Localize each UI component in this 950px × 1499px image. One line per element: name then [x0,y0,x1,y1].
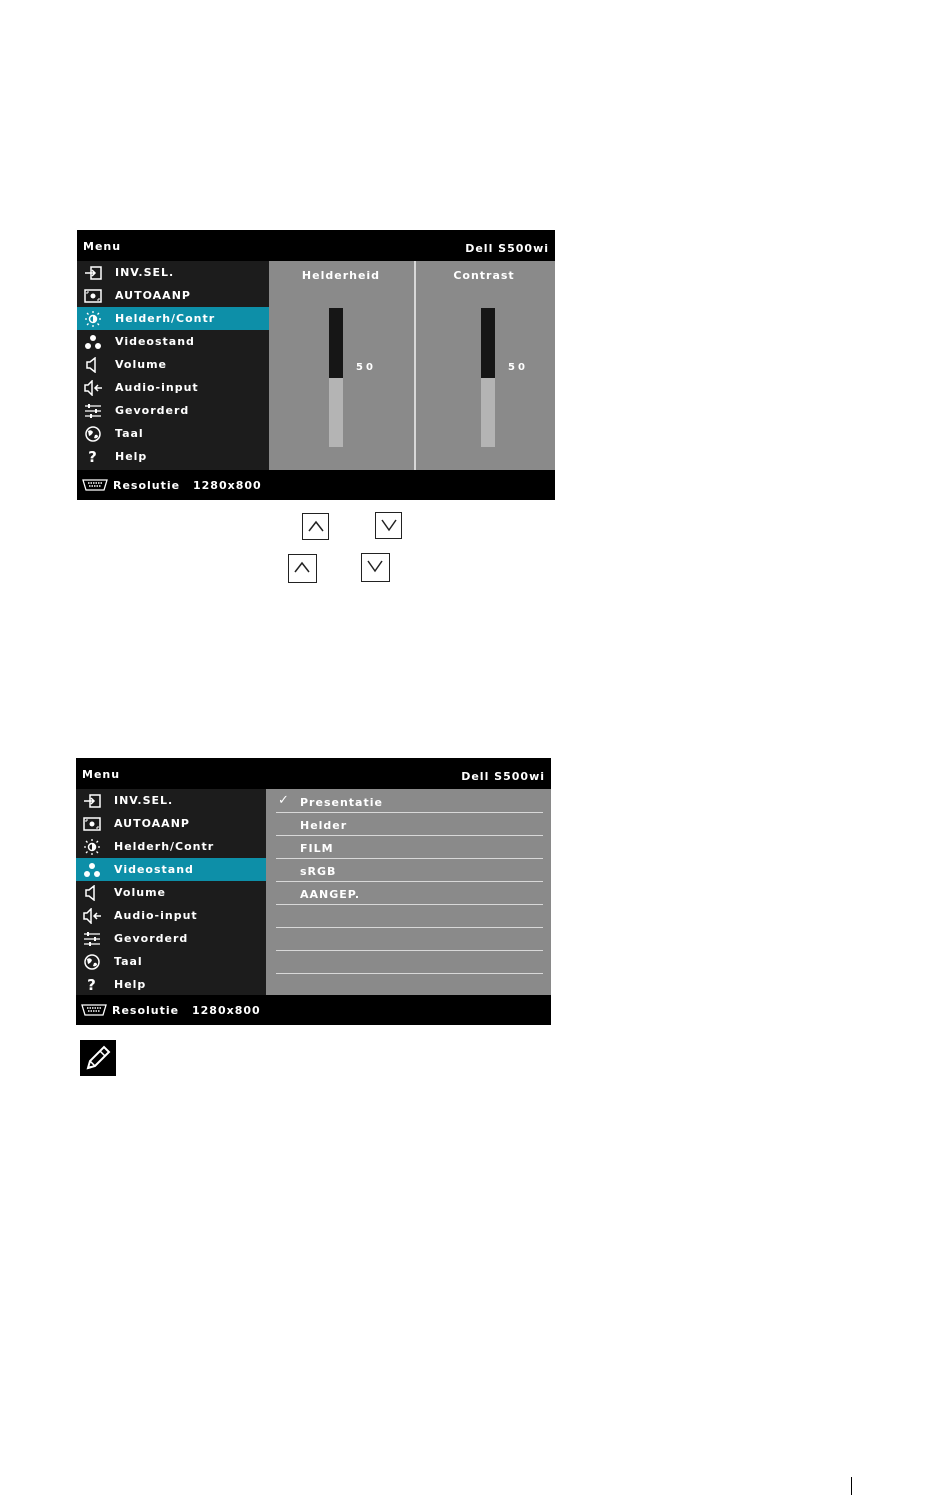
menu-item-audio-input[interactable] [76,904,266,927]
input-source-icon [82,793,102,809]
osd-footer [76,995,551,1025]
mode-option-empty [276,928,543,951]
auto-adjust-icon [83,288,103,304]
menu-item-label: Taal [114,955,143,968]
input-source-icon [83,265,103,281]
menu-item-label: Gevorderd [115,404,190,417]
mode-option-custom[interactable] [276,882,543,905]
menu-item-help[interactable] [77,445,269,468]
osd-video-mode [76,758,551,1025]
menu-item-label: Helderh/Contr [115,312,216,325]
brightness-label: Helderheid [301,269,381,282]
contrast-label: Contrast [453,269,515,282]
menu-item-advanced[interactable] [77,399,269,422]
menu-item-label: Volume [114,886,166,899]
osd-title: Menu [82,768,121,781]
help-icon: ? [88,447,98,466]
menu-item-volume[interactable] [76,881,266,904]
language-globe-icon [82,954,102,970]
resolution-value: 1280x800 [192,1004,261,1017]
osd-footer [77,470,555,500]
volume-icon [83,357,103,373]
brightness-slider[interactable] [329,308,343,447]
auto-adjust-icon [82,816,102,832]
advanced-settings-icon [82,931,102,947]
menu-item-label: INV.SEL. [114,794,174,807]
menu-item-advanced[interactable] [76,927,266,950]
checkmark-icon: ✓ [278,793,290,808]
note-pencil-icon [80,1040,116,1076]
menu-item-label: INV.SEL. [115,266,175,279]
audio-input-icon [83,380,103,396]
menu-item-audio-input[interactable] [77,376,269,399]
language-globe-icon [83,426,103,442]
audio-input-icon [82,908,102,924]
menu-item-label: Taal [115,427,144,440]
menu-item-help[interactable] [76,973,266,996]
menu-item-label: AUTOAANP [115,289,191,302]
mode-option-label: Presentatie [300,796,383,809]
contrast-value: 50 [508,362,528,373]
advanced-settings-icon [83,403,103,419]
osd-sidebar [76,789,266,995]
down-arrow-button[interactable] [375,512,402,539]
menu-item-label: Audio-input [114,909,198,922]
menu-item-label: Videostand [115,335,195,348]
resolution-label: Resolutie [112,1004,180,1017]
menu-item-brightness-contrast[interactable] [77,307,269,330]
mode-option-srgb[interactable] [276,859,543,882]
mode-option-label: FILM [300,842,334,855]
vga-connector-icon [81,479,109,494]
menu-item-label: Volume [115,358,167,371]
osd-title: Menu [83,240,122,253]
menu-item-video-mode[interactable] [76,858,266,881]
up-arrow-icon [293,560,311,574]
vga-connector-icon [80,1004,108,1019]
mode-option-label: sRGB [300,865,337,878]
brightness-panel [269,261,414,470]
osd-brightness-contrast [77,230,555,500]
brightness-icon [83,311,103,327]
menu-item-language[interactable] [76,950,266,973]
video-mode-icon [82,862,102,878]
menu-item-label: Audio-input [115,381,199,394]
contrast-slider-fill [481,308,495,378]
up-arrow-button[interactable] [288,554,317,583]
menu-item-video-mode[interactable] [77,330,269,353]
contrast-slider[interactable] [481,308,495,447]
down-arrow-button[interactable] [361,553,390,582]
volume-icon [82,885,102,901]
osd-model: Dell S500wi [461,770,545,783]
menu-item-label: AUTOAANP [114,817,190,830]
menu-item-input-select[interactable] [77,261,269,284]
up-arrow-icon [307,519,325,533]
mode-option-empty [276,905,543,928]
help-icon: ? [87,975,97,994]
mode-option-empty [276,951,543,974]
down-arrow-icon [380,518,398,532]
osd-sidebar [77,261,269,470]
menu-item-auto-adjust[interactable] [76,812,266,835]
menu-item-label: Gevorderd [114,932,189,945]
menu-item-brightness-contrast[interactable] [76,835,266,858]
brightness-slider-fill [329,308,343,378]
mode-option-label: Helder [300,819,348,832]
video-mode-icon [83,334,103,350]
menu-item-label: Videostand [114,863,194,876]
resolution-label: Resolutie [113,479,181,492]
menu-item-label: Help [115,450,148,463]
osd-model: Dell S500wi [465,242,549,255]
mode-option-helder[interactable] [276,813,543,836]
menu-item-auto-adjust[interactable] [77,284,269,307]
menu-item-input-select[interactable] [76,789,266,812]
brightness-value: 50 [356,362,376,373]
up-arrow-button[interactable] [302,513,329,540]
menu-item-language[interactable] [77,422,269,445]
menu-item-label: Helderh/Contr [114,840,215,853]
resolution-value: 1280x800 [193,479,262,492]
page-number-rule [851,1477,852,1495]
menu-item-volume[interactable] [77,353,269,376]
menu-item-label: Help [114,978,147,991]
brightness-icon [82,839,102,855]
mode-option-label: AANGEP. [300,888,360,901]
mode-option-film[interactable] [276,836,543,859]
down-arrow-icon [366,559,384,573]
video-mode-panel [266,789,551,995]
contrast-panel [416,261,555,470]
mode-option-presentatie[interactable] [276,790,543,813]
